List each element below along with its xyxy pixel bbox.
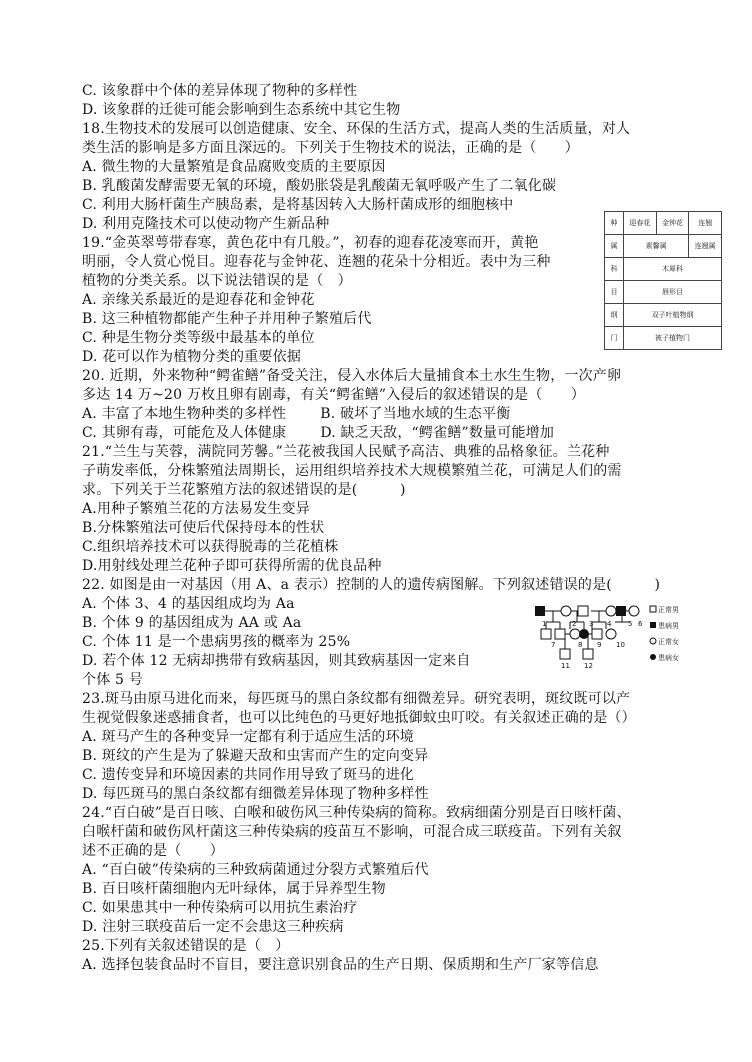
individual-number: 12 (584, 662, 593, 670)
option-a: A. 亲缘关系最近的是迎春花和金钟花 (82, 292, 315, 308)
text-line: 明丽，令人赏心悦目。迎春花与金钟花、连翘的花朵十分相近。表中为三种 (82, 254, 551, 270)
pedigree-diagram (534, 602, 690, 672)
table-cell: 目 (605, 281, 624, 304)
option-b: B. 百日咳杆菌细胞内无叶绿体，属于异养型生物 (82, 881, 386, 897)
individual-number: 8 (578, 641, 583, 649)
table-cell: 双子叶植物纲 (624, 304, 722, 327)
option-a: A. 选择包装食品时不盲目，要注意识别食品的生产日期、保质期和生产厂家等信息 (82, 957, 599, 973)
option-b: B. 这三种植物都能产生种子并用种子繁殖后代 (82, 311, 372, 327)
text-line: 植物的分类关系。以下说法错误的是（ ） (82, 273, 352, 289)
option-c: C.组织培养技术可以获得脱毒的兰花植株 (82, 539, 339, 555)
table-cell: 连翘 (689, 212, 722, 235)
normal-female-symbol (561, 606, 571, 616)
option-a: A. 斑马产生的各种变异一定都有利于适应生活的环境 (82, 729, 415, 745)
option-c: C. 其卵有毒，可能危及人体健康 (82, 425, 287, 441)
option-d: D. 利用克隆技术可以使动物产生新品种 (82, 216, 330, 232)
legend-label: 患病女 (658, 654, 679, 662)
table-cell: 科 (605, 258, 624, 281)
legend-label: 正常女 (658, 638, 679, 646)
classification-table (604, 211, 722, 350)
option-c: C. 遗传变异和环境因素的共同作用导致了斑马的进化 (82, 767, 415, 783)
table-row (605, 258, 722, 281)
individual-number: 4 (607, 620, 612, 628)
text-line: 生视觉假象迷惑捕食者，也可以比纯色的马更好地抵御蚊虫叮咬。有关叙述正确的是（） (82, 710, 636, 726)
text-line: 白喉杆菌和破伤风杆菌这三种传染病的疫苗互不影响，可混合成三联疫苗。下列有关叙 (82, 824, 622, 840)
table-cell: 连翘属 (689, 235, 722, 258)
text-line: 求。下列关于兰花繁殖方法的叙述错误的是( ) (82, 482, 406, 498)
text-line: 个体 5 号 (82, 672, 144, 688)
table-cell: 纲 (605, 304, 624, 327)
normal-female-symbol (629, 606, 639, 616)
option-d: D. 花可以作为植物分类的重要依据 (82, 349, 302, 365)
question-20-stem: 20. 近期，外来物种“鳄雀鳝”备受关注，侵入水体后大量捕食本土水生生物，一次产卵 (82, 368, 622, 384)
question-22-stem: 22. 如图是由一对基因（用 A、a 表示）控制的人的遗传病图解。下列叙述错误的是( ) (82, 577, 661, 593)
option-d: D. 每匹斑马的黑白条纹都有细微差异体现了物种多样性 (82, 786, 429, 802)
table-cell: 被子植物门 (624, 327, 722, 350)
question-25-stem: 25.下列有关叙述错误的是（ ） (82, 938, 290, 954)
individual-number: 11 (561, 662, 570, 670)
normal-female-symbol (606, 629, 616, 639)
table-row (605, 212, 722, 235)
option-b: B. 个体 9 的基因组成为 AA 或 Aa (82, 615, 302, 631)
option-d: D. 注射三联疫苗后一定不会患这三种疾病 (82, 919, 344, 935)
text-line: C. 该象群中个体的差异体现了物种的多样性 (82, 83, 358, 99)
question-24-stem: 24.“百白破”是百日咳、白喉和破伤风三种传染病的简称。致病细菌分别是百日咳杆菌、 (82, 805, 631, 821)
table-row (605, 235, 722, 258)
text-line: 多达 14 万~20 万枚且卵有剧毒，有关“鳄雀鳝”入侵后的叙述错误的是（ ） (82, 387, 586, 403)
option-d: D.用射线处理兰花种子即可获得所需的优良品种 (82, 558, 382, 574)
option-b: B. 乳酸菌发酵需要无氧的环境，酸奶胀袋是乳酸菌无氧呼吸产生了二氧化碳 (82, 178, 557, 194)
individual-number: 2 (572, 620, 577, 628)
question-21-stem: 21.“兰生与芙蓉，满院同芳馨。”兰花被我国人民赋予高洁、典雅的品格象征。兰花种 (82, 444, 610, 460)
affected-female-symbol (579, 629, 589, 639)
option-c: C. 个体 11 是一个患病男孩的概率为 25% (82, 634, 351, 650)
normal-male-symbol (541, 629, 551, 639)
legend-affected-female-icon (650, 654, 656, 660)
legend-affected-male-icon (650, 622, 656, 628)
normal-female-symbol (606, 606, 616, 616)
option-a: A. 丰富了本地生物种类的多样性 (82, 406, 287, 422)
individual-number: 6 (638, 620, 643, 628)
individual-number: 5 (628, 620, 633, 628)
question-23-stem: 23.斑马由原马进化而来，每匹斑马的黑白条纹都有细微差异。研究表明，斑纹既可以产 (82, 691, 631, 707)
normal-female-symbol (570, 629, 580, 639)
table-cell: 木犀科 (624, 258, 722, 281)
table-row (605, 327, 722, 350)
option-d: D. 缺乏天敌，“鳄雀鳝”数量可能增加 (320, 425, 555, 441)
text-line: 子萌发率低，分株繁殖法周期长，运用组织培养技术大规模繁殖兰花，可满足人们的需 (82, 463, 622, 479)
option-a: A.用种子繁殖兰花的方法易发生变异 (82, 501, 310, 517)
option-c: C. 种是生物分类等级中最基本的单位 (82, 330, 315, 346)
individual-number: 9 (597, 641, 602, 649)
question-18-stem: 18.生物技术的发展可以创造健康、安全、环保的生活方式，提高人类的生活质量，对人 (82, 121, 631, 137)
option-b: B.分株繁殖法可使后代保持母本的性状 (82, 520, 325, 536)
option-d: D. 若个体 12 无病却携带有致病基因，则其致病基因一定来自 (82, 653, 471, 669)
individual-11-symbol (560, 649, 570, 659)
individual-12-symbol (583, 649, 593, 659)
option-a: A. 个体 3、4 的基因组成均为 Aa (82, 596, 295, 612)
table-cell: 金钟花 (656, 212, 689, 235)
option-a: A. “百白破”传染病的三种致病菌通过分裂方式繁殖后代 (82, 862, 429, 878)
individual-number: 1 (542, 620, 547, 628)
option-b: B. 斑纹的产生是为了躲避天敌和虫害而产生的定向变异 (82, 748, 429, 764)
question-19-stem: 19.“金英翠萼带春寒，黄色花中有几般。”，初春的迎春花凌寒而开，黄艳 (82, 235, 539, 251)
individual-number: 7 (551, 641, 556, 649)
legend-normal-male-icon (650, 606, 656, 612)
legend-normal-female-icon (650, 638, 656, 644)
table-cell: 属 (605, 235, 624, 258)
normal-male-symbol (578, 606, 588, 616)
table-cell: 素馨属 (624, 235, 689, 258)
normal-male-symbol (555, 629, 565, 639)
option-b: B. 破坏了当地水域的生态平衡 (320, 406, 511, 422)
table-cell: 迎春花 (624, 212, 657, 235)
text-line: 述不正确的是（ ） (82, 843, 224, 859)
option-c: C. 如果患其中一种传染病可以用抗生素治疗 (82, 900, 358, 916)
legend-label: 正常男 (658, 606, 679, 614)
table-row (605, 281, 722, 304)
affected-male-symbol (616, 606, 626, 616)
table-cell: 门 (605, 327, 624, 350)
text-line: 类生活的影响是多方面且深远的。下列关于生物技术的说法，正确的是（ ） (82, 140, 579, 156)
legend-label: 患病男 (658, 622, 679, 630)
table-cell: 唇形目 (624, 281, 722, 304)
table-cell: 种 (605, 212, 624, 235)
option-a: A. 微生物的大量繁殖是食品腐败变质的主要原因 (82, 159, 386, 175)
table-row (605, 304, 722, 327)
option-c: C. 利用大肠杆菌生产胰岛素，是将基因转入大肠杆菌成形的细胞核中 (82, 197, 514, 213)
individual-number: 10 (616, 641, 625, 649)
affected-male-symbol (535, 606, 545, 616)
normal-male-symbol (592, 629, 602, 639)
options-row-cd (82, 424, 554, 442)
options-row-ab (82, 405, 510, 423)
text-line: D. 该象群的迁徙可能会影响到生态系统中其它生物 (82, 102, 401, 118)
individual-number: 3 (589, 620, 594, 628)
